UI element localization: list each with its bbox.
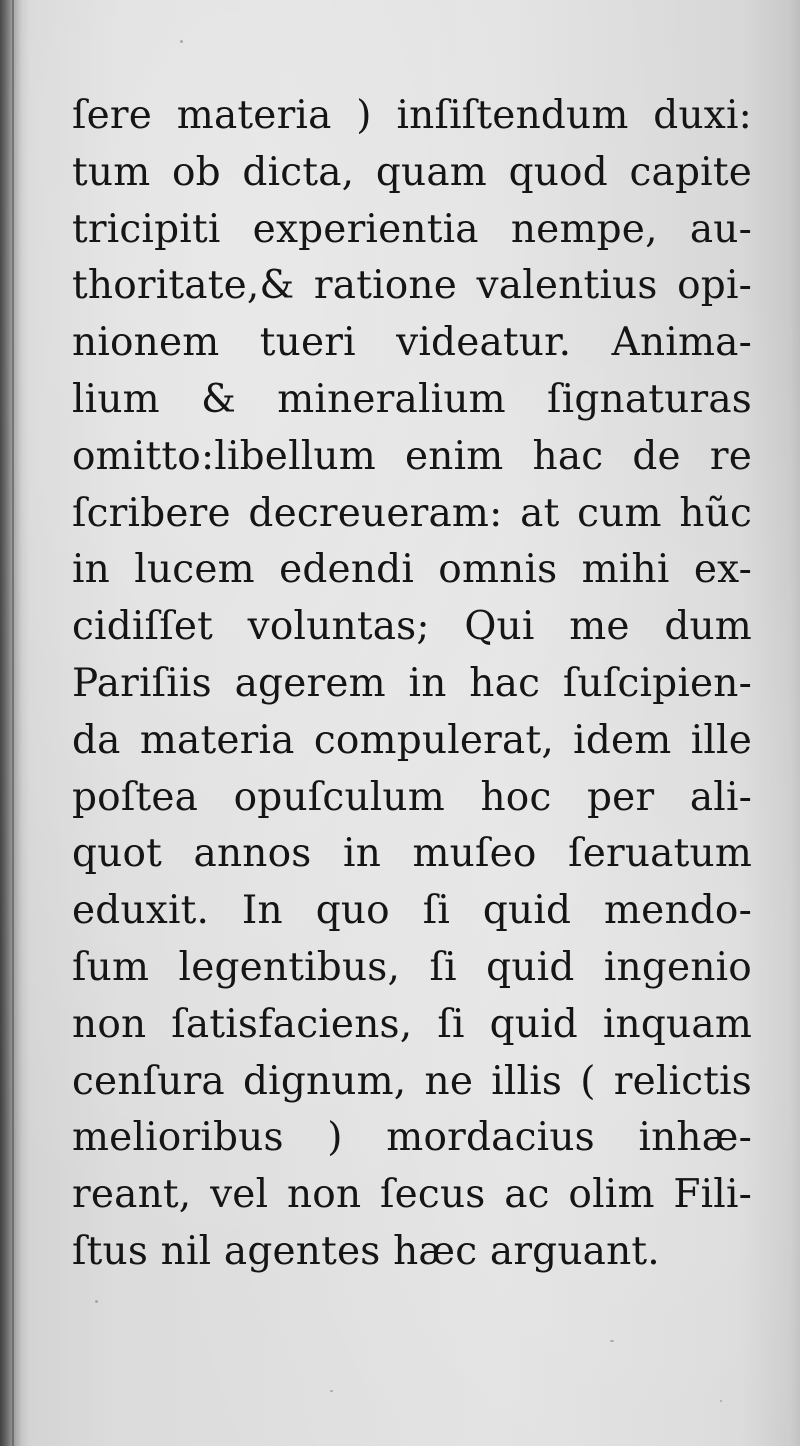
text-line: tum ob dicta, quam quod capite xyxy=(72,149,752,195)
text-line: ſere materia ) inſiſtendum duxi: xyxy=(72,93,752,138)
paper-speck xyxy=(330,1390,333,1392)
paper-speck xyxy=(610,1340,614,1342)
text-line: melioribus ) mordacius inhæ- xyxy=(72,1115,752,1161)
text-line: ſum legentibus, ſi quid ingenio xyxy=(72,944,752,990)
text-line: eduxit. In quo ſi quid mendo- xyxy=(72,888,752,934)
text-line: omitto:libellum enim hac de re xyxy=(72,433,752,479)
text-line: cidiſſet voluntas; Qui me dum xyxy=(72,604,752,650)
body-text xyxy=(72,88,752,1281)
text-line: reant, vel non ſecus ac olim Fili- xyxy=(72,1172,752,1218)
spine-shadow xyxy=(0,0,22,1446)
text-line: ſtus nil agentes hæc arguant. xyxy=(72,1228,660,1274)
page-edge xyxy=(12,0,14,1446)
text-line: lium & mineralium ſignaturas xyxy=(72,376,752,422)
text-line: in lucem edendi omnis mihi ex- xyxy=(72,547,752,593)
text-line: ſcribere decreueram: at cum hũc xyxy=(72,490,752,536)
text-line: non ſatisfaciens, ſi quid inquam xyxy=(72,1001,752,1047)
text-line: tricipiti experientia nempe, au- xyxy=(72,206,752,252)
text-line: poſtea opuſculum hoc per ali- xyxy=(72,774,752,820)
text-line: da materia compulerat, idem ille xyxy=(72,717,752,763)
paper-speck xyxy=(180,40,183,43)
text-line: nionem tueri videatur. Anima- xyxy=(72,320,752,366)
paper-speck xyxy=(95,1300,98,1303)
text-line: Pariſiis agerem in hac ſuſcipien- xyxy=(72,660,752,706)
paper-speck xyxy=(720,1400,722,1402)
text-line: thoritate,& ratione valentius opi- xyxy=(72,263,752,309)
text-line: quot annos in muſeo ſeruatum xyxy=(72,831,752,877)
text-line: cenſura dignum, ne illis ( relictis xyxy=(72,1058,752,1104)
